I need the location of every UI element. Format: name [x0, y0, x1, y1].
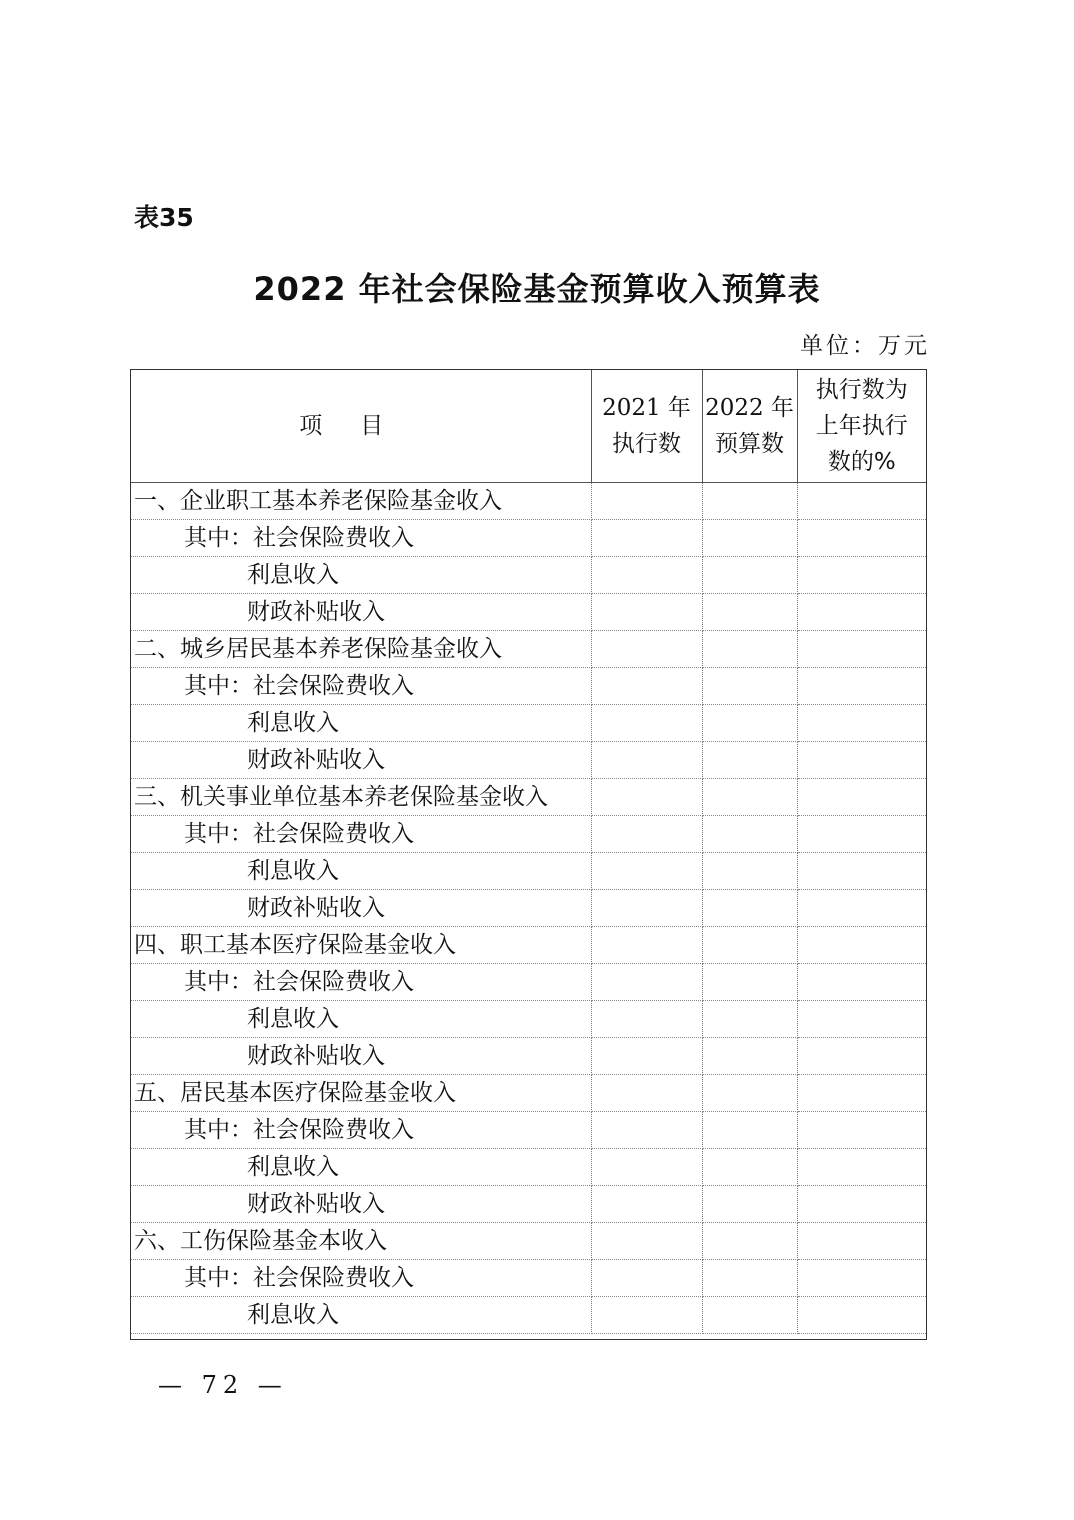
- table-row: [130, 816, 926, 853]
- row-label: 其中：社会保险费收入: [130, 668, 591, 705]
- cell-pct: [797, 1223, 926, 1260]
- table-row: [130, 1297, 926, 1334]
- cell-exec-2021: [591, 705, 702, 742]
- row-label: 其中：社会保险费收入: [130, 816, 591, 853]
- table-body: [130, 483, 926, 1334]
- cell-pct: [797, 705, 926, 742]
- cell-pct: [797, 1260, 926, 1297]
- table-header-row: [130, 369, 926, 483]
- cell-pct: [797, 483, 926, 520]
- page-title: 2022 年社会保险基金预算收入预算表: [253, 270, 821, 308]
- table-row: [130, 964, 926, 1001]
- cell-pct: [797, 520, 926, 557]
- cell-budget-2022: [702, 594, 797, 631]
- cell-budget-2022: [702, 964, 797, 1001]
- header-line: 预算数: [715, 430, 784, 457]
- table-row: [130, 1186, 926, 1223]
- table-row: [130, 668, 926, 705]
- row-label: 财政补贴收入: [130, 1186, 591, 1223]
- header-pct: [797, 369, 926, 483]
- cell-budget-2022: [702, 1149, 797, 1186]
- table-row: [130, 1112, 926, 1149]
- row-label: 财政补贴收入: [130, 1038, 591, 1075]
- row-label: 财政补贴收入: [130, 890, 591, 927]
- cell-budget-2022: [702, 1223, 797, 1260]
- table-row: [130, 520, 926, 557]
- row-label: 三、机关事业单位基本养老保险基金收入: [130, 779, 591, 816]
- row-label: 利息收入: [130, 557, 591, 594]
- cell-budget-2022: [702, 705, 797, 742]
- cell-pct: [797, 779, 926, 816]
- cell-pct: [797, 1186, 926, 1223]
- cell-pct: [797, 668, 926, 705]
- cell-exec-2021: [591, 557, 702, 594]
- table-row: [130, 1038, 926, 1075]
- header-line: 数的%: [827, 448, 896, 475]
- table-row: [130, 705, 926, 742]
- cell-exec-2021: [591, 1038, 702, 1075]
- cell-budget-2022: [702, 816, 797, 853]
- cell-budget-2022: [702, 1186, 797, 1223]
- table-row: [130, 1149, 926, 1186]
- header-line: 执行数: [612, 430, 681, 457]
- table-row: [130, 483, 926, 520]
- cell-exec-2021: [591, 890, 702, 927]
- cell-budget-2022: [702, 1112, 797, 1149]
- cell-budget-2022: [702, 890, 797, 927]
- header-line: 执行数为: [815, 376, 908, 403]
- cell-exec-2021: [591, 964, 702, 1001]
- cell-budget-2022: [702, 483, 797, 520]
- row-label: 一、企业职工基本养老保险基金收入: [130, 483, 591, 520]
- table-row: [130, 557, 926, 594]
- cell-exec-2021: [591, 1075, 702, 1112]
- header-line: 2022 年: [705, 394, 794, 421]
- table-row: [130, 1001, 926, 1038]
- row-label: 其中：社会保险费收入: [130, 520, 591, 557]
- cell-pct: [797, 1001, 926, 1038]
- cell-exec-2021: [591, 1297, 702, 1334]
- cell-exec-2021: [591, 631, 702, 668]
- cell-budget-2022: [702, 1260, 797, 1297]
- row-label: 其中：社会保险费收入: [130, 964, 591, 1001]
- cell-budget-2022: [702, 742, 797, 779]
- cell-budget-2022: [702, 1001, 797, 1038]
- budget-table: [130, 369, 926, 1334]
- cell-pct: [797, 742, 926, 779]
- cell-exec-2021: [591, 1112, 702, 1149]
- cell-pct: [797, 1075, 926, 1112]
- cell-budget-2022: [702, 779, 797, 816]
- table-row: [130, 779, 926, 816]
- cell-pct: [797, 890, 926, 927]
- cell-pct: [797, 853, 926, 890]
- row-label: 利息收入: [130, 853, 591, 890]
- unit-label: 单位：万元: [800, 333, 930, 359]
- cell-pct: [797, 1112, 926, 1149]
- table-row: [130, 1223, 926, 1260]
- row-label: 其中：社会保险费收入: [130, 1112, 591, 1149]
- cell-exec-2021: [591, 779, 702, 816]
- row-label: 其中：社会保险费收入: [130, 1260, 591, 1297]
- table-row: [130, 927, 926, 964]
- table-row: [130, 890, 926, 927]
- page-number: — 72 —: [158, 1371, 288, 1399]
- header-item: 项目: [130, 369, 591, 483]
- cell-budget-2022: [702, 1075, 797, 1112]
- cell-exec-2021: [591, 483, 702, 520]
- cell-pct: [797, 1149, 926, 1186]
- row-label: 财政补贴收入: [130, 742, 591, 779]
- header-line: 2021 年: [602, 394, 691, 421]
- cell-exec-2021: [591, 1186, 702, 1223]
- cell-budget-2022: [702, 927, 797, 964]
- cell-exec-2021: [591, 816, 702, 853]
- cell-exec-2021: [591, 520, 702, 557]
- cell-exec-2021: [591, 927, 702, 964]
- header-exec-2021: [591, 369, 702, 483]
- cell-pct: [797, 1038, 926, 1075]
- row-label: 利息收入: [130, 1297, 591, 1334]
- cell-budget-2022: [702, 631, 797, 668]
- row-label: 四、职工基本医疗保险基金收入: [130, 927, 591, 964]
- cell-exec-2021: [591, 1001, 702, 1038]
- cell-budget-2022: [702, 520, 797, 557]
- cell-pct: [797, 557, 926, 594]
- header-line: 上年执行: [815, 412, 908, 439]
- cell-budget-2022: [702, 668, 797, 705]
- cell-exec-2021: [591, 853, 702, 890]
- row-label: 利息收入: [130, 1149, 591, 1186]
- table-row: [130, 1260, 926, 1297]
- table-row: [130, 742, 926, 779]
- row-label: 六、工伤保险基金本收入: [130, 1223, 591, 1260]
- cell-pct: [797, 594, 926, 631]
- table-row: [130, 1075, 926, 1112]
- row-label: 利息收入: [130, 1001, 591, 1038]
- table-row: [130, 631, 926, 668]
- row-label: 利息收入: [130, 705, 591, 742]
- cell-pct: [797, 631, 926, 668]
- cell-pct: [797, 964, 926, 1001]
- table-label: 表35: [134, 203, 194, 232]
- cell-exec-2021: [591, 1149, 702, 1186]
- cell-budget-2022: [702, 853, 797, 890]
- row-label: 财政补贴收入: [130, 594, 591, 631]
- cell-pct: [797, 1297, 926, 1334]
- table-row: [130, 594, 926, 631]
- cell-exec-2021: [591, 1223, 702, 1260]
- cell-exec-2021: [591, 742, 702, 779]
- cell-budget-2022: [702, 557, 797, 594]
- header-budget-2022: [702, 369, 797, 483]
- cell-exec-2021: [591, 594, 702, 631]
- cell-pct: [797, 816, 926, 853]
- cell-pct: [797, 927, 926, 964]
- cell-exec-2021: [591, 1260, 702, 1297]
- row-label: 五、居民基本医疗保险基金收入: [130, 1075, 591, 1112]
- cell-budget-2022: [702, 1038, 797, 1075]
- table-row: [130, 853, 926, 890]
- row-label: 二、城乡居民基本养老保险基金收入: [130, 631, 591, 668]
- cell-exec-2021: [591, 668, 702, 705]
- cell-budget-2022: [702, 1297, 797, 1334]
